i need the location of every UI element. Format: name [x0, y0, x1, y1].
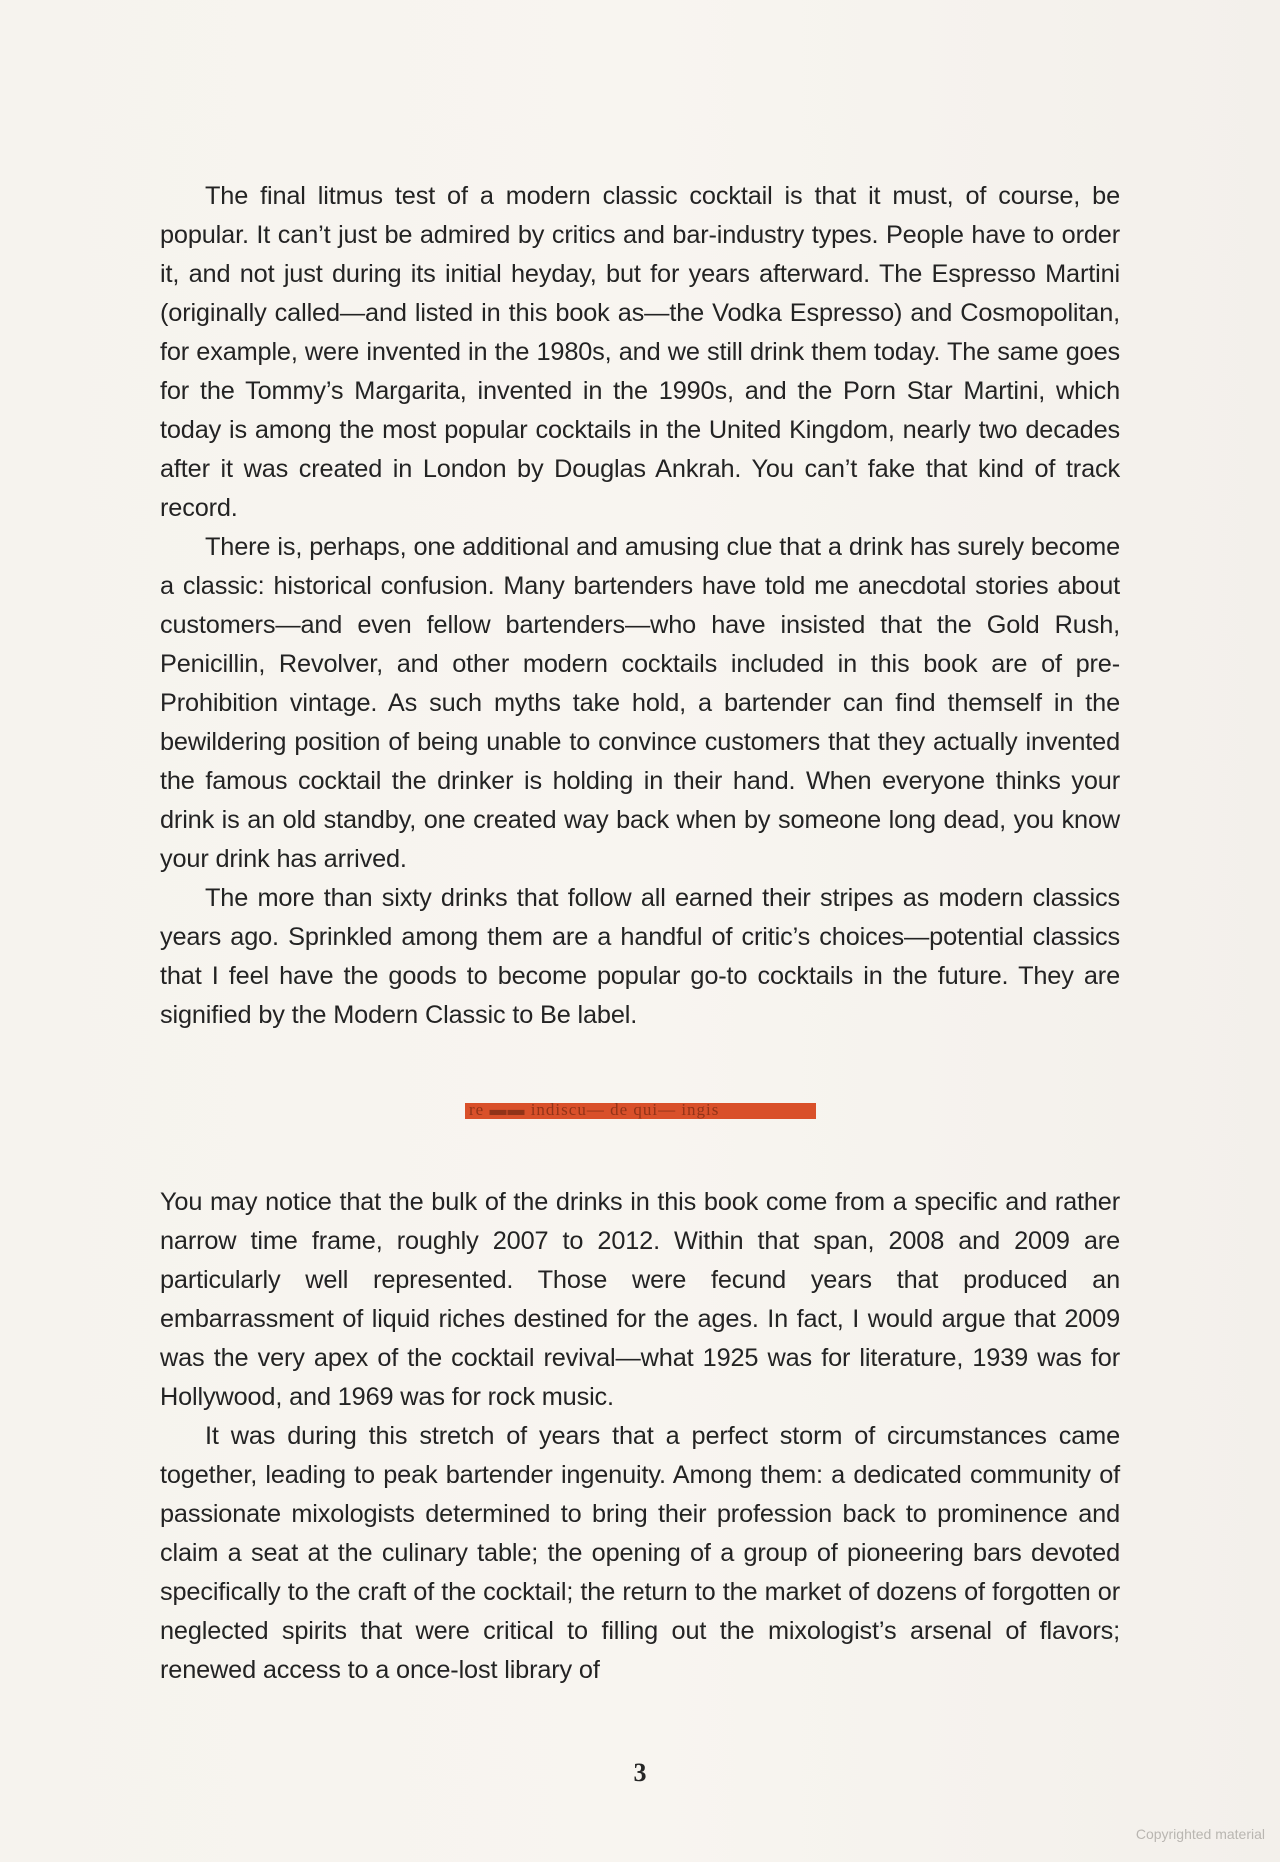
copyright-watermark: Copyrighted material — [1135, 1826, 1265, 1842]
paragraph: You may notice that the bulk of the drinks in this book come from a specific and rather narrow time frame, roughly 2007 to 2012. Within that span, 2008 and 2009 are particularly well represented. Those were fecund years that produced an embarrassment of liquid riches destined for the ages. In fact, I would argue that 2009 was the very apex of the cocktail revival—what 1925 was for literature, 1939 was for Hollywood, and 1969 was for rock music. — [160, 1188, 1120, 1411]
text-section-top — [160, 177, 1120, 1035]
paragraph: There is, perhaps, one additional and amusing clue that a drink has surely become a classic: historical confusion. Many bartenders have told me anecdotal stories about customers—and even fellow bartenders—who have insisted that the Gold Rush, Penicillin, Revolver, and other modern cocktails included in this book are of pre-Prohibition vintage. As such myths take hold, a bartender can find themself in the bewildering position of being unable to convince customers that they actually invented the famous cocktail the drinker is holding in their hand. When everyone thinks your drink is an old standby, one created way back when by someone long dead, you know your drink has arrived. — [160, 533, 1120, 873]
divider-text: re ▬▬ indiscu— de qui— ingis — [469, 1103, 720, 1119]
page-number: 3 — [633, 1758, 647, 1787]
paragraph: The more than sixty drinks that follow all earned their stripes as modern classics years ago. Sprinkled among them are a handful of critic’s choices—potential classics that I feel have the goods to become popular go-to cocktails in the future. They are signified by the Modern Classic to Be label. — [160, 884, 1120, 1029]
paragraph: The final litmus test of a modern classic cocktail is that it must, of course, be popular. It can’t just be admired by critics and bar-industry types. People have to order it, and not just during its initial heyday, but for years afterward. The Espresso Martini (originally called—and listed in this book as—the Vodka Espresso) and Cosmopolitan, for example, were invented in the 1980s, and we still drink them today. The same goes for the Tommy’s Margarita, invented in the 1990s, and the Porn Star Martini, which today is among the most popular cocktails in the United Kingdom, nearly two decades after it was created in London by Douglas Ankrah. You can’t fake that kind of track record. — [160, 182, 1120, 522]
text-section-bottom — [160, 1183, 1120, 1690]
section-divider-ornament — [465, 1103, 816, 1119]
paragraph: It was during this stretch of years that a perfect storm of circumstances came together, leading to peak bartender ingenuity. Among them: a dedicated community of passionate mixologists determined to bring their profession back to prominence and claim a seat at the culinary table; the opening of a group of pioneering bars devoted specifically to the craft of the cocktail; the return to the market of dozens of forgotten or neglected spirits that were critical to filling out the mixologist’s arsenal of flavors; renewed access to a once-lost library of — [160, 1422, 1120, 1684]
